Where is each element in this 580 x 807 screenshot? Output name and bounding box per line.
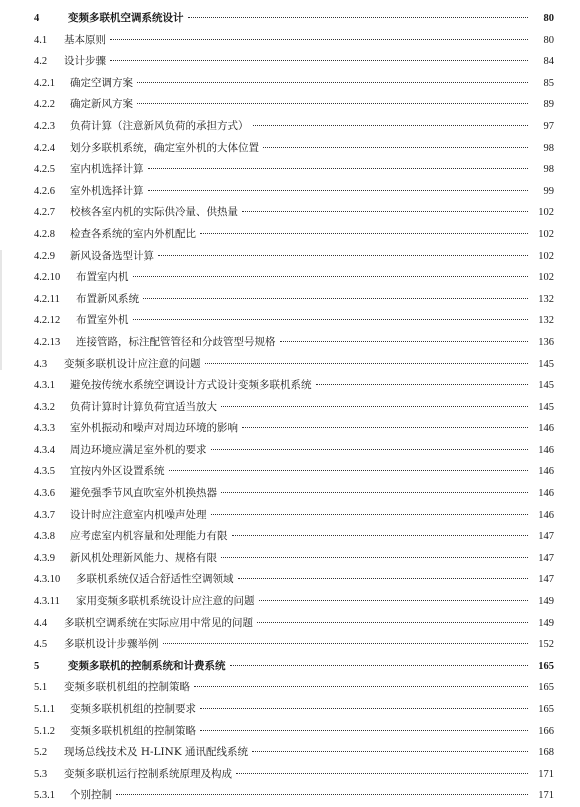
dot-leader [133, 319, 529, 320]
dot-leader [143, 298, 528, 299]
toc-entry[interactable] [34, 246, 554, 268]
toc-entry[interactable] [34, 397, 554, 419]
toc-entry[interactable] [34, 721, 554, 743]
dot-leader [253, 125, 529, 126]
dot-leader [232, 535, 529, 536]
toc-entry-title: 应考虑室内机容量和处理能力有限 [70, 530, 228, 543]
toc-entry-number: 4.2.1 [34, 77, 55, 89]
toc-entry-page: 132 [538, 315, 554, 327]
toc-entry-page: 166 [538, 725, 554, 737]
dot-leader [133, 276, 529, 277]
toc-entry-title: 室外机振动和噪声对周边环境的影响 [70, 422, 238, 435]
toc-entry-number: 4.3.9 [34, 552, 55, 564]
toc-entry-title: 变频多联机机组的控制策略 [64, 681, 190, 694]
toc-entry-page: 85 [543, 77, 554, 89]
dot-leader [263, 147, 528, 148]
toc-entry-page: 97 [543, 120, 554, 132]
toc-entry-page: 89 [543, 99, 554, 111]
toc-entry-page: 102 [538, 228, 554, 240]
dot-leader [259, 600, 529, 601]
toc-entry-page: 98 [543, 142, 554, 154]
toc-entry-page: 84 [543, 56, 554, 68]
toc-entry-page: 98 [543, 164, 554, 176]
toc-entry-number: 4.3.8 [34, 531, 55, 543]
toc-entry[interactable] [34, 73, 554, 95]
toc-entry-title: 新风机处理新风能力、规格有限 [70, 551, 217, 564]
toc-entry[interactable] [34, 202, 554, 224]
toc-entry-number: 4.3.6 [34, 488, 55, 500]
toc-entry-number: 4.2.10 [34, 272, 61, 284]
toc-entry[interactable] [34, 440, 554, 462]
toc-entry[interactable] [34, 699, 554, 721]
dot-leader [238, 578, 529, 579]
toc-entry[interactable] [34, 267, 554, 289]
toc-entry[interactable] [34, 569, 554, 591]
toc-entry-page: 171 [538, 790, 554, 802]
toc-entry-number: 4.3.4 [34, 444, 55, 456]
toc-entry-title: 变频多联机空调系统设计 [68, 12, 184, 24]
toc-entry[interactable] [34, 354, 554, 376]
toc-entry-number: 4.3 [34, 358, 48, 370]
toc-entry-page: 136 [538, 336, 554, 348]
toc-entry[interactable] [34, 613, 554, 635]
toc-entry-title: 变频多联机运行控制系统原理及构成 [64, 767, 232, 780]
dot-leader [148, 190, 529, 191]
toc-entry-title: 确定新风方案 [70, 98, 133, 111]
toc-entry-page: 168 [538, 747, 554, 759]
toc-entry-title: 校核各室内机的实际供冷量、供热量 [70, 206, 238, 219]
toc-entry-title: 变频多联机设计应注意的问题 [64, 357, 201, 370]
toc-entry-number: 5.1 [34, 682, 48, 694]
toc-entry[interactable] [34, 332, 554, 354]
toc-entry-page: 132 [538, 293, 554, 305]
toc-entry-title: 布置新风系统 [76, 292, 139, 305]
dot-leader [200, 233, 528, 234]
toc-entry-page: 171 [538, 768, 554, 780]
toc-entry-number: 4.2.2 [34, 99, 55, 111]
toc-entry-number: 4.3.2 [34, 401, 55, 413]
toc-entry[interactable] [34, 742, 554, 764]
dot-leader [163, 643, 529, 644]
toc-entry-title: 设计时应注意室内机噪声处理 [70, 508, 207, 521]
dot-leader [221, 557, 528, 558]
toc-entry-title: 新风设备选型计算 [70, 249, 154, 262]
toc-entry-number: 4.3.7 [34, 509, 55, 521]
dot-leader [137, 103, 528, 104]
toc-entry[interactable] [34, 224, 554, 246]
dot-leader [205, 363, 529, 364]
toc-entry-title: 家用变频多联机系统设计应注意的问题 [76, 595, 255, 608]
toc-entry-number: 4.2.4 [34, 142, 55, 154]
toc-entry-title: 布置室外机 [76, 314, 129, 327]
toc-entry[interactable] [34, 289, 554, 311]
toc-entry-page: 165 [538, 682, 554, 694]
dot-leader [158, 255, 528, 256]
toc-entry-number: 5.2 [34, 747, 48, 759]
dot-leader [257, 622, 528, 623]
toc-entry-number: 4.2 [34, 56, 48, 68]
toc-entry-page: 165 [538, 704, 554, 715]
dot-leader [110, 39, 528, 40]
toc-entry[interactable] [34, 375, 554, 397]
toc-entry-page: 146 [538, 423, 554, 435]
toc-entry-number: 4.4 [34, 617, 48, 629]
toc-entry[interactable] [34, 138, 554, 160]
toc-entry-number: 4.2.11 [34, 293, 60, 305]
toc-entry-title: 检查各系统的室内外机配比 [70, 227, 196, 240]
toc-entry-title: 设计步骤 [64, 55, 106, 68]
toc-entry-number: 4 [34, 13, 40, 24]
toc-entry-title: 现场总线技术及 H-LINK 通讯配线系统 [64, 746, 249, 759]
toc-entry[interactable] [34, 94, 554, 116]
toc-entry-page: 99 [543, 185, 554, 197]
dot-leader [169, 470, 529, 471]
dot-leader [316, 384, 529, 385]
dot-leader [242, 427, 528, 428]
toc-entry-number: 4.3.3 [34, 423, 55, 435]
toc-entry[interactable] [34, 656, 554, 678]
toc-entry[interactable] [34, 30, 554, 52]
toc-entry-title: 变频多联机的控制系统和计费系统 [68, 659, 226, 672]
dot-leader [200, 708, 528, 709]
toc-entry-page: 146 [538, 488, 554, 500]
toc-entry-title: 确定空调方案 [70, 76, 133, 89]
toc-entry-number: 5.3.1 [34, 790, 55, 802]
toc-entry-page: 145 [538, 380, 554, 392]
toc-entry-title: 个别控制 [70, 789, 112, 802]
toc-entry-title: 避免按传统水系统空调设计方式设计变频多联机系统 [70, 379, 312, 392]
toc-entry-page: 147 [538, 574, 554, 586]
toc-entry[interactable] [34, 634, 554, 656]
toc-entry[interactable] [34, 116, 554, 138]
toc-entry-title: 多联机系统仅适合舒适性空调领域 [76, 573, 234, 586]
toc-entry-number: 4.2.7 [34, 207, 55, 219]
toc-entry-title: 多联机空调系统在实际应用中常见的问题 [64, 616, 253, 629]
toc-entry-number: 5.1.2 [34, 725, 55, 737]
page-edge-shadow [0, 250, 2, 370]
dot-leader [230, 665, 529, 666]
toc-entry-title: 变频多联机机组的控制要求 [70, 703, 196, 715]
toc-entry-title: 变频多联机机组的控制策略 [70, 724, 196, 737]
dot-leader [200, 730, 528, 731]
toc-entry-page: 147 [538, 552, 554, 564]
toc-entry-page: 102 [538, 250, 554, 262]
dot-leader [137, 82, 528, 83]
toc-entry[interactable] [34, 418, 554, 440]
dot-leader [116, 794, 528, 795]
toc-entry-title: 室外机选择计算 [70, 184, 144, 197]
toc-entry[interactable] [34, 181, 554, 203]
toc-entry-page: 146 [538, 444, 554, 456]
toc-entry-number: 4.2.5 [34, 164, 55, 176]
dot-leader [242, 211, 528, 212]
toc-entry[interactable] [34, 591, 554, 613]
toc-entry-page: 145 [538, 401, 554, 413]
toc-entry-number: 4.5 [34, 639, 48, 651]
toc-entry-number: 4.2.3 [34, 120, 55, 132]
toc-entry-number: 5.3 [34, 768, 48, 780]
toc-entry-title: 基本原则 [64, 33, 106, 46]
toc-entry-page: 149 [538, 617, 554, 629]
toc-entry-title: 多联机设计步骤举例 [64, 638, 159, 651]
toc-entry-number: 4.2.13 [34, 336, 61, 348]
toc-entry[interactable] [34, 548, 554, 570]
toc-entry-page: 165 [538, 660, 554, 672]
toc-entry[interactable] [34, 483, 554, 505]
toc-entry-page: 149 [538, 596, 554, 608]
toc-entry[interactable] [34, 526, 554, 548]
toc-entry-number: 4.3.11 [34, 596, 60, 608]
toc-entry-page: 80 [543, 13, 554, 24]
dot-leader [211, 514, 529, 515]
dot-leader [221, 492, 528, 493]
toc-entry-number: 5.1.1 [34, 704, 55, 715]
dot-leader [148, 168, 529, 169]
toc-entry-number: 4.2.9 [34, 250, 55, 262]
toc-entry-title: 划分多联机系统，确定室外机的大体位置 [70, 141, 259, 154]
toc-entry-page: 152 [538, 639, 554, 651]
toc-entry-number: 4.3.10 [34, 574, 61, 586]
dot-leader [188, 17, 529, 18]
dot-leader [211, 449, 529, 450]
dot-leader [221, 406, 528, 407]
dot-leader [194, 686, 528, 687]
toc-entry[interactable] [34, 51, 554, 73]
toc-entry[interactable] [34, 461, 554, 483]
toc-entry-page: 146 [538, 509, 554, 521]
toc-entry-title: 室内机选择计算 [70, 163, 144, 176]
toc-entry-title: 宜按内外区设置系统 [70, 465, 165, 478]
toc-entry-title: 布置室内机 [76, 271, 129, 284]
table-of-contents [34, 8, 554, 807]
toc-entry[interactable] [34, 764, 554, 786]
toc-entry[interactable] [34, 785, 554, 807]
toc-entry-page: 80 [543, 34, 554, 46]
toc-entry-title: 负荷计算（注意新风负荷的承担方式） [70, 119, 249, 132]
toc-entry[interactable] [34, 8, 554, 30]
dot-leader [280, 341, 529, 342]
dot-leader [252, 751, 528, 752]
toc-entry-number: 4.2.12 [34, 315, 61, 327]
toc-entry[interactable] [34, 677, 554, 699]
toc-entry-title: 避免强季节风直吹室外机换热器 [70, 487, 217, 500]
toc-entry-number: 4.2.8 [34, 228, 55, 240]
toc-entry-page: 102 [538, 207, 554, 219]
toc-entry-page: 146 [538, 466, 554, 478]
dot-leader [110, 60, 528, 61]
toc-entry[interactable] [34, 159, 554, 181]
toc-entry-number: 4.3.5 [34, 466, 55, 478]
toc-entry-number: 5 [34, 660, 40, 672]
toc-entry-number: 4.1 [34, 34, 48, 46]
toc-entry-number: 4.2.6 [34, 185, 55, 197]
toc-entry-title: 周边环境应满足室外机的要求 [70, 443, 207, 456]
toc-entry-number: 4.3.1 [34, 380, 55, 392]
toc-entry[interactable] [34, 310, 554, 332]
toc-entry-title: 负荷计算时计算负荷宜适当放大 [70, 400, 217, 413]
toc-entry-title: 连接管路，标注配管管径和分歧管型号规格 [76, 335, 276, 348]
toc-entry-page: 102 [538, 272, 554, 284]
toc-entry-page: 145 [538, 358, 554, 370]
dot-leader [236, 773, 528, 774]
toc-entry-page: 147 [538, 531, 554, 543]
toc-entry[interactable] [34, 505, 554, 527]
